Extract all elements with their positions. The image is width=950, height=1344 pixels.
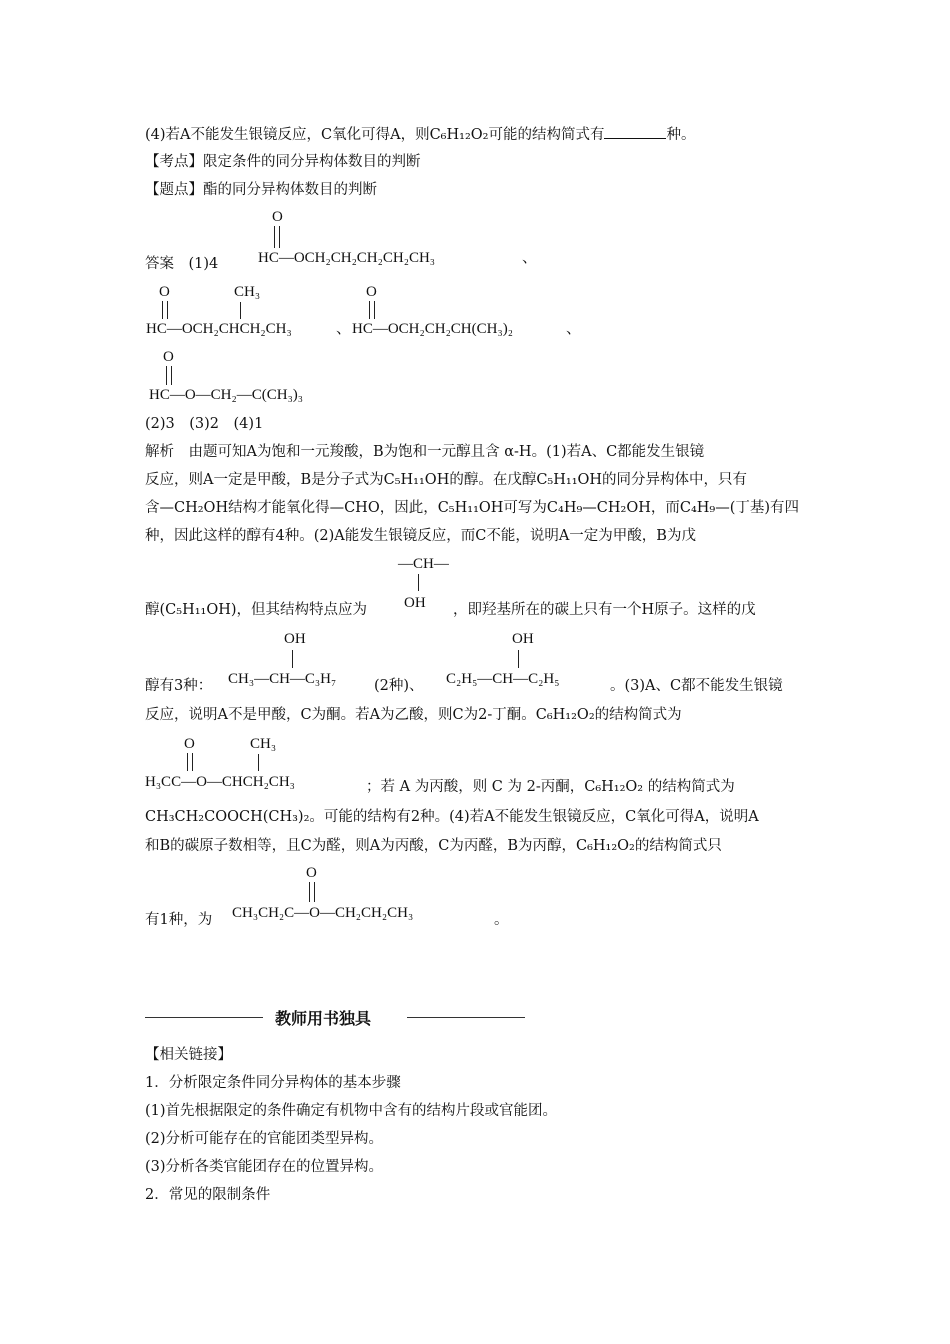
ester-formula: H₃CC—O—CHCH₂CH₃ xyxy=(145,774,295,790)
analysis-line: 种，因此这样的醇有4种。(2)A能发生银镜反应，而C不能，说明A一定为甲酸，B为戊 xyxy=(145,528,696,544)
analysis-line: 和B的碳原子数相等，且C为醛，则A为丙酸，C为丙醛，B为丙醇，C₆H₁₂O₂的结构简式只 xyxy=(145,838,722,854)
alcohol1-formula: CH₃—CH—C₃H₇ xyxy=(228,671,337,687)
struct3-formula: HC—OCH₂CH₂CH(CH₃)₂ xyxy=(352,321,513,337)
separator: 、 xyxy=(566,321,582,337)
analysis-line: 解析 由题可知A为饱和一元羧酸，B为饱和一元醇且含 α-H。(1)若A、C都能发生银镜 xyxy=(145,444,705,460)
struct1-formula: HC—OCH₂CH₂CH₂CH₂CH₃ xyxy=(258,250,436,266)
tidian-line: 【题点】酯的同分异构体数目的判断 xyxy=(145,182,377,198)
separator: 、 xyxy=(336,321,352,337)
ester2-formula: CH₃CH₂C—O—CH₂CH₂CH₃ xyxy=(232,905,414,921)
analysis-line: CH₃CH₂COOCH(CH₃)₂。可能的结构有2种。(4)若A不能发生银镜反应，C氧化可得A，说明A xyxy=(145,809,759,825)
kaodian-line: 【考点】限定条件的同分异构体数目的判断 xyxy=(145,154,421,170)
ester-methyl: CH₃ xyxy=(250,736,277,752)
divider xyxy=(407,1017,525,1018)
answer-rest: (2)3 (3)2 (4)1 xyxy=(145,416,264,432)
analysis-line: 含—CH₂OH结构才能氧化得—CHO，因此，C₅H₁₁OH可写为C₄H₉—CH₂OH，而C₄H₉—(丁基)有四 xyxy=(145,500,800,516)
analysis-line-part: ，即羟基所在的碳上只有一个H原子。这样的戊 xyxy=(453,602,756,618)
struct4-oxygen: O xyxy=(163,349,174,365)
alcohol2-oh: OH xyxy=(512,631,534,647)
divider xyxy=(145,1017,263,1018)
links-heading: 【相关链接】 xyxy=(145,1047,232,1063)
links-item: 1．分析限定条件同分异构体的基本步骤 xyxy=(145,1075,401,1091)
links-item: 2．常见的限制条件 xyxy=(145,1187,271,1203)
links-item: (3)分析各类官能团存在的位置异构。 xyxy=(145,1159,384,1175)
analysis-line-part: 醇有3种： xyxy=(145,678,213,694)
section-title: 教师用书独具 xyxy=(275,1009,372,1028)
ester-double-bond xyxy=(187,753,193,771)
analysis-line: 反应，则A一定是甲酸，B是分子式为C₅H₁₁OH的醇。在戊醇C₅H₁₁OH的同分异构体中，只有 xyxy=(145,472,748,488)
struct4-double-bond xyxy=(166,366,172,385)
struct2-bond xyxy=(240,302,241,319)
struct1-oxygen: O xyxy=(272,209,283,225)
alcohol2-bond xyxy=(518,650,519,668)
struct3-oxygen: O xyxy=(366,284,377,300)
alcohol1-note: (2种)、 xyxy=(374,678,424,694)
struct2-oxygen: O xyxy=(159,284,170,300)
alcohol1-oh: OH xyxy=(284,631,306,647)
question-4-text: (4)若A不能发生银镜反应，C氧化可得A，则C₆H₁₂O₂可能的结构简式有 xyxy=(145,127,605,143)
question-4-suffix: 种。 xyxy=(666,127,696,143)
ester2-double-bond xyxy=(309,882,315,902)
analysis-line-part: ；若 A 为丙酸，则 C 为 2-丙酮，C₆H₁₂O₂ 的结构简式为 xyxy=(366,779,735,795)
links-item: (2)分析可能存在的官能团类型异构。 xyxy=(145,1131,384,1147)
question-4 xyxy=(145,124,695,145)
struct2-formula: HC—OCH₂CHCH₂CH₃ xyxy=(146,321,292,337)
ester-oxygen: O xyxy=(184,736,195,752)
struct4-formula: HC—O—CH₂—C(CH₃)₃ xyxy=(149,387,304,403)
struct1-double-bond xyxy=(274,226,280,248)
analysis-line xyxy=(145,600,367,620)
fragment-bond xyxy=(418,574,419,591)
analysis-line-part: 。 xyxy=(494,912,509,928)
struct3-double-bond xyxy=(369,301,375,319)
struct2-double-bond xyxy=(162,301,168,319)
analysis-line-part: 醇(C₅H₁₁OH)，但其结构特点应为 xyxy=(145,602,368,618)
section-header xyxy=(145,1003,525,1031)
alcohol2-formula: C₂H₅—CH—C₂H₅ xyxy=(446,671,560,687)
answer-blank xyxy=(604,124,666,139)
alcohol1-bond xyxy=(292,650,293,668)
struct2-methyl: CH₃ xyxy=(234,284,261,300)
fragment-oh: OH xyxy=(404,595,426,611)
ester2-oxygen: O xyxy=(306,865,317,881)
analysis-line-part: 有1种，为 xyxy=(145,912,213,928)
ester-bond xyxy=(258,754,259,771)
fragment-ch: —CH— xyxy=(398,556,449,572)
analysis-line: 反应，说明A不是甲酸，C为酮。若A为乙酸，则C为2-丁酮。C₆H₁₂O₂的结构简式为 xyxy=(145,707,682,723)
answer-prefix: 答案 (1)4 xyxy=(145,256,219,272)
analysis-line-part: 。(3)A、C都不能发生银镜 xyxy=(610,678,783,694)
links-item: (1)首先根据限定的条件确定有机物中含有的结构片段或官能团。 xyxy=(145,1103,558,1119)
separator: 、 xyxy=(522,250,538,266)
